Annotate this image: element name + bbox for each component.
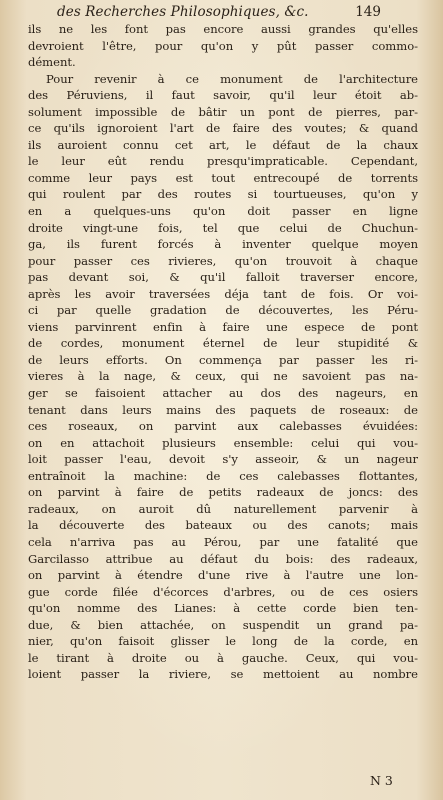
- text-line: qu'on nomme des Lianes: à cette corde bien ten-: [28, 601, 418, 616]
- text-line: on parvint à faire de petits radeaux de joncs: des: [28, 485, 418, 500]
- signature-mark: N 3: [370, 773, 393, 788]
- text-line: de cordes, monument éternel de leur stupidité &: [28, 336, 418, 351]
- text-line: nier, qu'on faisoit glisser le long de la corde, en: [28, 634, 418, 649]
- text-line: cela n'arriva pas au Pérou, par une fatalité que: [28, 534, 418, 549]
- text-line: la découverte des bateaux ou des canots; mais: [28, 518, 418, 533]
- text-line: Garcilasso attribue au défaut du bois: des radeaux,: [28, 551, 418, 566]
- text-line: droite vingt-une fois, tel que celui de Chuchun-: [28, 220, 418, 235]
- text-line: ils ne les font pas encore aussi grandes qu'elles: [28, 22, 418, 36]
- text-line: qui roulent par des routes si tourtueuses, qu'on y: [28, 187, 418, 202]
- text-line: de leurs efforts. On commença par passer les ri-: [28, 352, 418, 367]
- text-line: en a quelques-uns qu'on doit passer en ligne: [28, 204, 418, 219]
- text-line: le leur eût rendu presqu'impraticable. Cependant,: [28, 154, 418, 169]
- text-line: ils auroient connu cet art, le défaut de la chaux: [28, 137, 418, 152]
- text-line: tenant dans leurs mains des paquets de roseaux: de: [28, 402, 418, 417]
- text-line: le tirant à droite ou à gauche. Ceux, qui vou-: [28, 650, 418, 665]
- text-line: due, & bien attachée, on suspendit un grand pa-: [28, 617, 418, 632]
- text-line: vieres à la nage, & ceux, qui ne savoient pas na-: [28, 369, 418, 384]
- text-line: devroient l'être, pour qu'on y pût passer commo-: [28, 38, 418, 53]
- text-line: comme leur pays est tout entrecoupé de torrents: [28, 170, 418, 185]
- text-line: ci par quelle gradation de découvertes, les Péru-: [28, 303, 418, 318]
- text-line: loient passer la riviere, se mettoient au nombre: [28, 667, 418, 682]
- text-line: loit passer l'eau, devoit s'y asseoir, & un nageur: [28, 452, 418, 467]
- text-line: après les avoir traversées déja tant de fois. Or voi-: [28, 286, 418, 301]
- text-line: pas devant soi, & qu'il falloit traverser encore,: [28, 270, 418, 285]
- running-title: des Recherches Philosophiques, &c.: [57, 4, 309, 20]
- page-number: 149: [355, 4, 381, 20]
- text-line: ces roseaux, on parvint aux calebasses évuidées:: [28, 419, 418, 434]
- text-line: ga, ils furent forcés à inventer quelque moyen: [28, 237, 418, 252]
- text-line: des Péruviens, il faut savoir, qu'il leur étoit ab-: [28, 88, 418, 103]
- text-line: ger se faisoient attacher au dos des nageurs, en: [28, 386, 418, 401]
- text-line: Pour revenir à ce monument de l'architecture: [46, 71, 418, 86]
- text-line: radeaux, on auroit dû naturellement parvenir à: [28, 501, 418, 516]
- text-line: viens parvinrent enfin à faire une espece de pont: [28, 319, 418, 334]
- body-text: [28, 21, 418, 683]
- text-line: gue corde filée d'écorces d'arbres, ou de ces osiers: [28, 584, 418, 599]
- text-line: ce qu'ils ignoroient l'art de faire des voutes; & quand: [28, 121, 418, 136]
- text-line: solument impossible de bâtir un pont de pierres, par-: [28, 104, 418, 119]
- text-line: dément.: [28, 55, 76, 70]
- text-line: entraînoit la machine: de ces calebasses flottantes,: [28, 468, 418, 483]
- text-line: on en attachoit plusieurs ensemble: celui qui vou-: [28, 435, 418, 450]
- text-line: on parvint à étendre d'une rive à l'autre une lon-: [28, 568, 418, 583]
- text-line: pour passer ces rivieres, qu'on trouvoit à chaque: [28, 253, 418, 268]
